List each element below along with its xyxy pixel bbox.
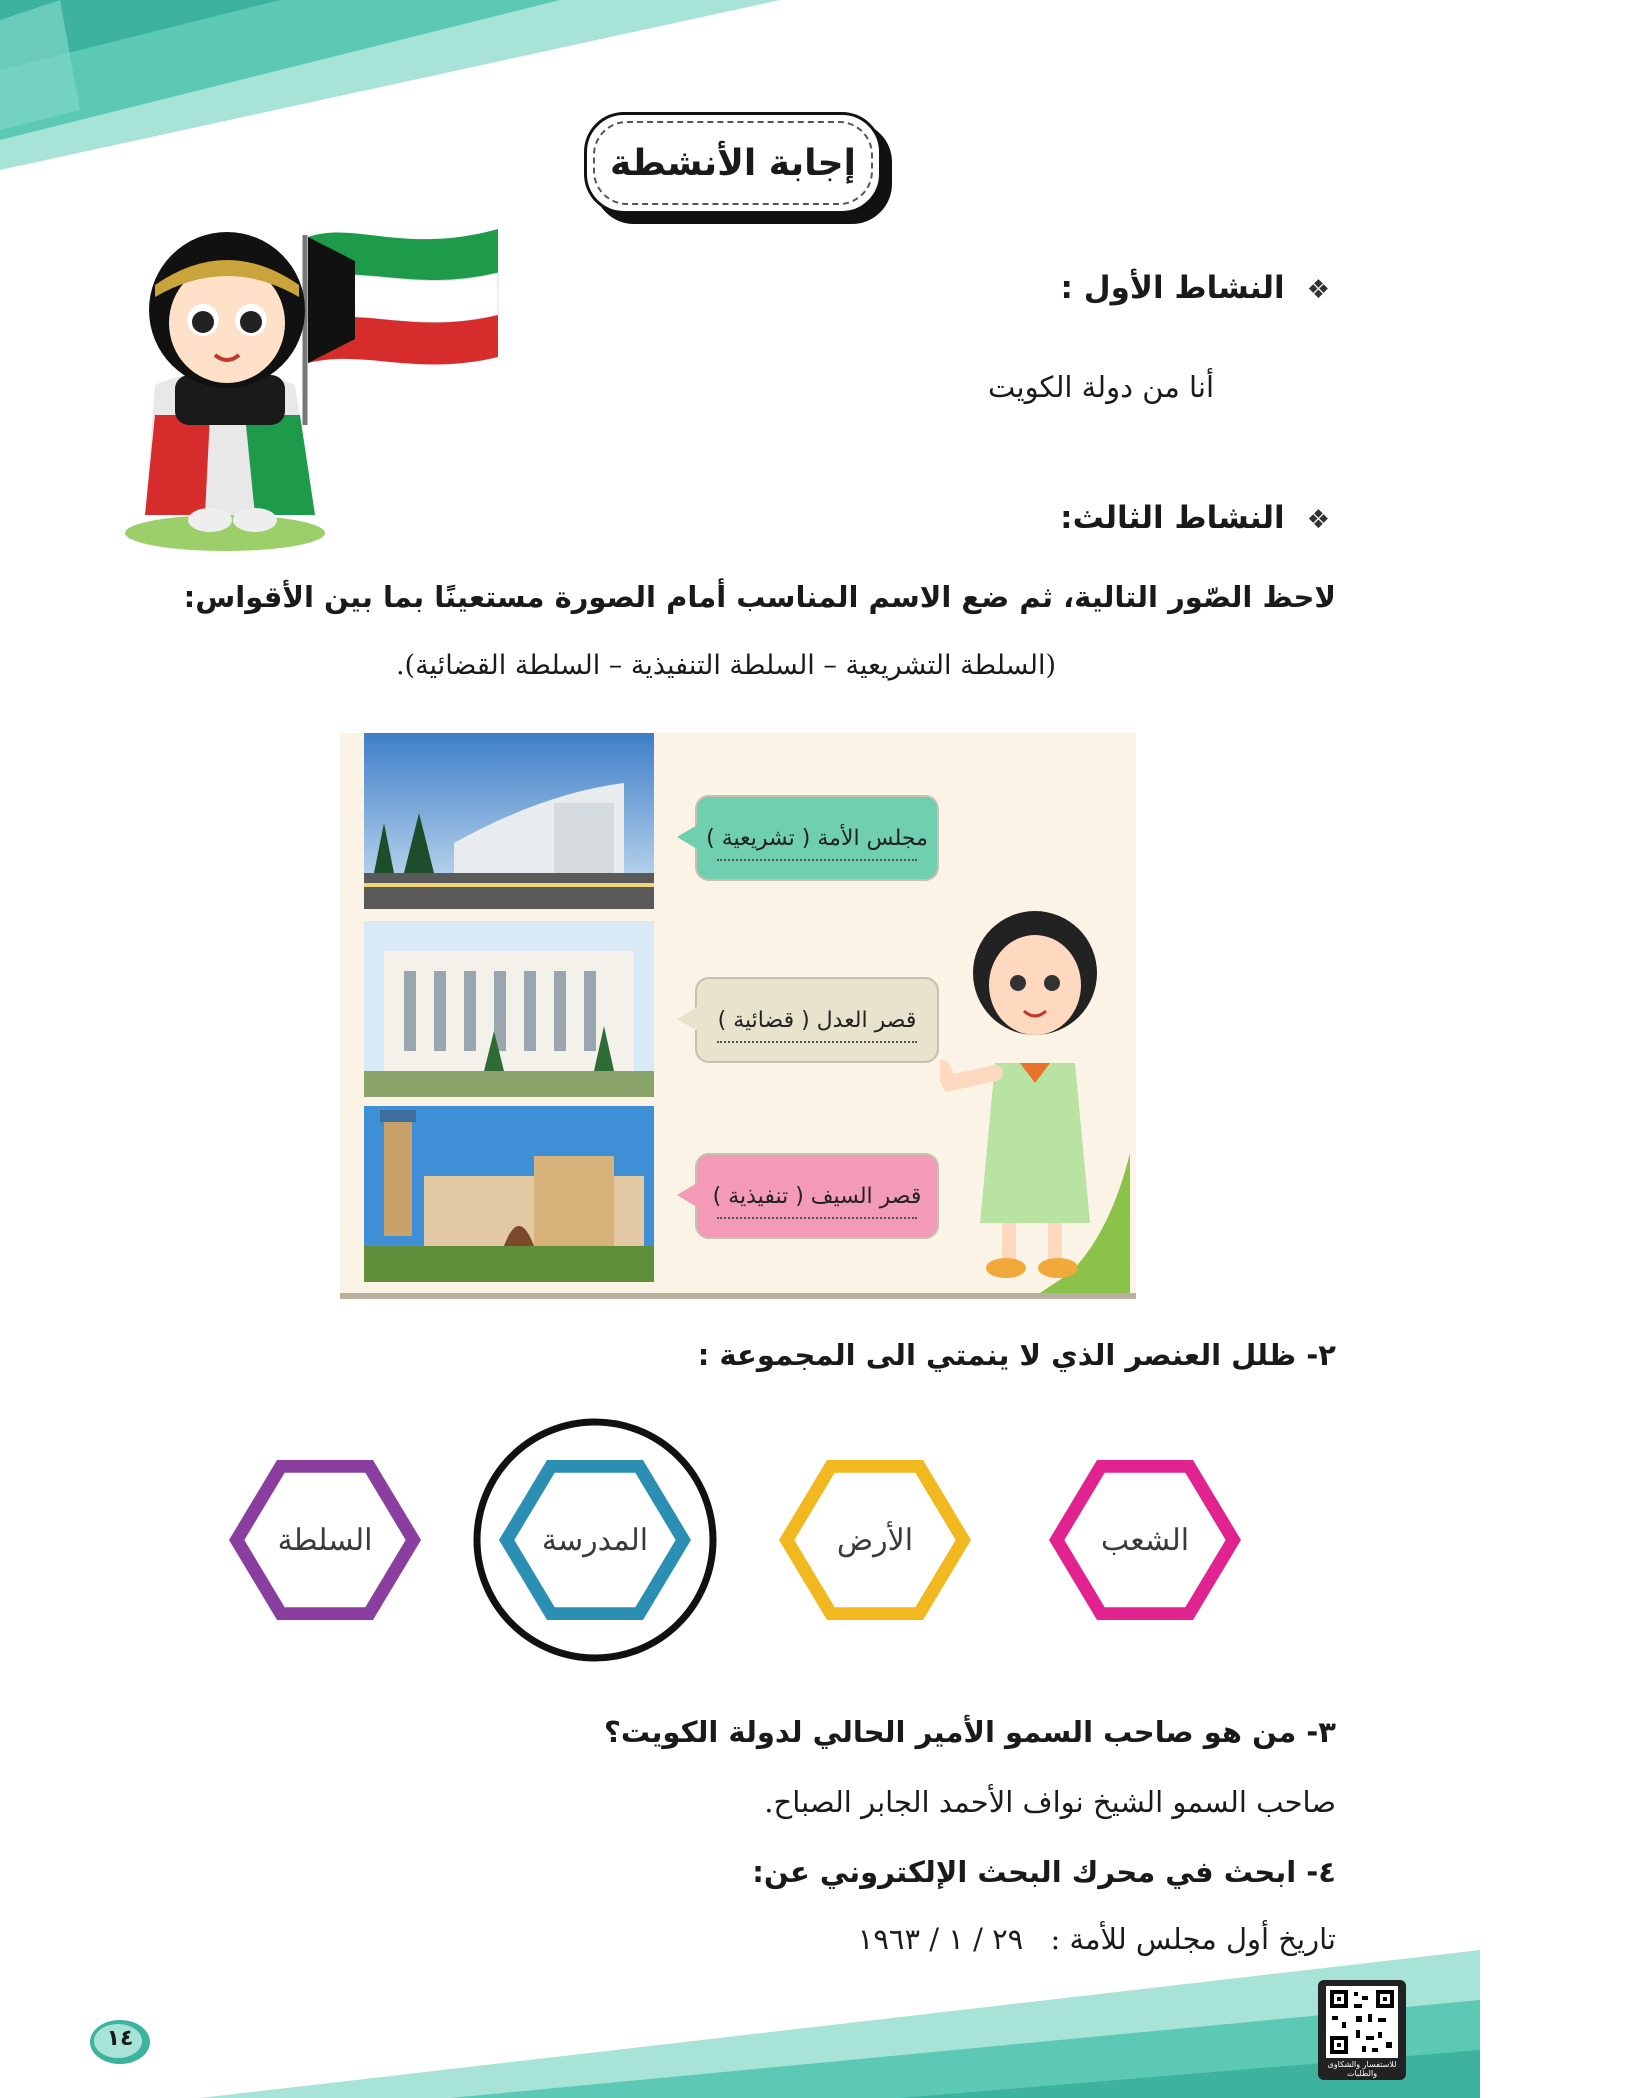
bubble-tail (677, 825, 697, 849)
diamond-bullet-icon: ❖ (1306, 275, 1330, 305)
question4-answer-label: تاريخ أول مجلس للأمة : (1050, 1922, 1336, 1956)
hexagon-options (200, 1400, 1300, 1680)
match-bubble-assembly (695, 795, 939, 881)
diamond-bullet-icon: ❖ (1306, 505, 1330, 535)
question4-text: ٤- ابحث في محرك البحث الإلكتروني عن: (752, 1855, 1336, 1889)
question3-answer: صاحب السمو الشيخ نواف الأحمد الجابر الصباح. (764, 1785, 1336, 1819)
dotted-answer-line (717, 859, 917, 861)
pointing-girl-illustration (940, 893, 1130, 1293)
seif-palace-photo (364, 1106, 654, 1282)
page-title-box (584, 112, 882, 214)
hexagon-label: الشعب (1100, 1523, 1190, 1558)
question4-answer-value: ٢٩ / ١ / ١٩٦٣ (857, 1922, 1024, 1956)
hexagon-label: المدرسة (541, 1523, 649, 1558)
match-label: مجلس الأمة ( تشريعية ) (706, 825, 928, 851)
activity3-heading-row (1060, 500, 1330, 536)
matching-activity-scene (340, 733, 1136, 1299)
hexagon-label: الأرض (836, 1523, 914, 1558)
kuwaiti-girl-flag-illustration (115, 215, 505, 555)
match-label: قصر السيف ( تنفيذية ) (712, 1183, 922, 1209)
qr-code-badge[interactable] (1318, 1980, 1406, 2080)
activity3-options: (السلطة التشريعية – السلطة التنفيذية – السلطة القضائية). (395, 650, 1056, 681)
activity3-heading: النشاط الثالث: (1060, 500, 1285, 536)
question4-answer-row (858, 1922, 1336, 1956)
bubble-tail (677, 1183, 697, 1207)
qr-code-icon (1326, 1986, 1398, 2058)
dotted-answer-line (717, 1041, 917, 1043)
hexagon-option[interactable] (779, 1460, 971, 1620)
hexagon-option[interactable] (229, 1460, 421, 1620)
activity1-heading: النشاط الأول : (1060, 270, 1285, 306)
match-bubble-seif (695, 1153, 939, 1239)
bubble-tail (677, 1007, 697, 1031)
activity1-answer: أنا من دولة الكويت (988, 370, 1214, 404)
match-bubble-justice (695, 977, 939, 1063)
activity3-instruction: لاحظ الصّور التالية، ثم ضع الاسم المناسب أمام الصورة مستعينًا بما بين الأقواس: (183, 580, 1336, 614)
question3-text: ٣- من هو صاحب السمو الأمير الحالي لدولة الكويت؟ (604, 1715, 1336, 1749)
activity1-heading-row (1061, 270, 1330, 306)
hexagon-option[interactable] (1049, 1460, 1241, 1620)
page-title: إجابة الأنشطة (610, 142, 856, 184)
dotted-answer-line (717, 1217, 917, 1219)
qr-caption: للاستفسار والشكاوى والطلبات (1327, 2060, 1397, 2078)
national-assembly-photo (364, 733, 654, 909)
page-number: ١٤ (106, 2026, 134, 2051)
hexagon-label: السلطة (277, 1523, 373, 1558)
palace-of-justice-photo (364, 921, 654, 1097)
question2-text: ٢- ظلل العنصر الذي لا ينمتي الى المجموعة : (697, 1338, 1336, 1372)
hexagon-option[interactable] (477, 1422, 713, 1658)
match-label: قصر العدل ( قضائية ) (717, 1007, 917, 1033)
